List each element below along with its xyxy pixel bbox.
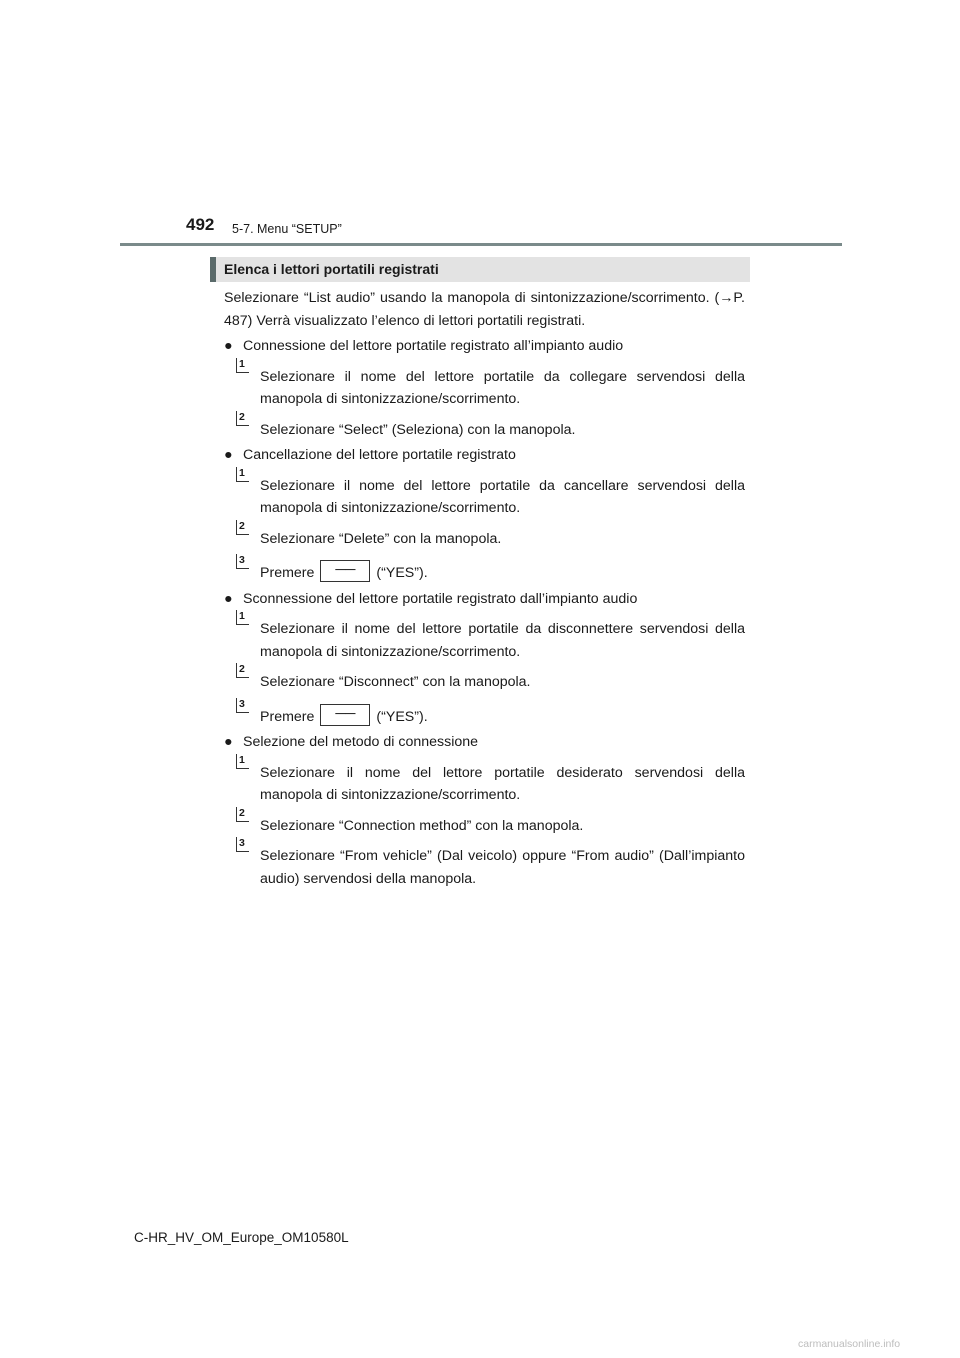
step-number: 2 xyxy=(236,411,249,426)
bullet-heading: Connessione del lettore portatile registrato all’impianto audio xyxy=(243,338,624,354)
bullet-item xyxy=(224,444,745,467)
step xyxy=(224,837,745,890)
section-title: Elenca i lettori portatili registrati xyxy=(224,261,439,277)
step-number: 2 xyxy=(236,520,249,535)
step xyxy=(224,806,745,838)
watermark: carmanualsonline.info xyxy=(798,1338,901,1350)
bullet-icon: ● xyxy=(224,590,233,607)
step-text: Selezionare “Delete” con la manopola. xyxy=(260,530,502,547)
step-number: 1 xyxy=(236,358,249,373)
page-number: 492 xyxy=(186,215,215,234)
step-number: 1 xyxy=(236,467,249,482)
step xyxy=(224,466,745,520)
step xyxy=(224,697,745,729)
step xyxy=(224,753,745,807)
bullet-icon: ● xyxy=(224,447,233,463)
bullet-heading: Cancellazione del lettore portatile registrato xyxy=(243,447,516,463)
step-text: Premere xyxy=(260,708,315,725)
bullet-heading: Sconnessione del lettore portatile registrato dall’impianto audio xyxy=(243,590,638,607)
step-text: Selezionare “Disconnect” con la manopola. xyxy=(260,674,531,690)
step-number: 1 xyxy=(236,610,249,625)
step-number: 3 xyxy=(236,554,249,569)
bullet-heading: Selezione del metodo di connessione xyxy=(243,734,479,750)
button-key-box: ── xyxy=(320,704,370,726)
step-text: Premere xyxy=(260,565,315,581)
section-header xyxy=(210,257,750,282)
step-text: Selezionare il nome del lettore portatile desiderato servendosi della manopola di sintonizzazione/scorrimento. xyxy=(260,764,745,803)
bullet-icon: ● xyxy=(224,338,233,354)
step xyxy=(224,519,745,551)
step-number: 2 xyxy=(236,663,249,678)
step xyxy=(224,410,745,442)
section-accent xyxy=(210,257,216,282)
content xyxy=(224,287,745,890)
step xyxy=(224,554,745,585)
intro-paragraph: Selezionare “List audio” usando la manopola di sintonizzazione/scorrimento. (→P. 487) Verrà visualizzato l’elenco di lettori portatili registrati. xyxy=(224,290,745,329)
step-text: Selezionare il nome del lettore portatile da disconnettere servendosi della manopola di sintonizzazione/scorrimento. xyxy=(260,621,745,660)
step-text: Selezionare il nome del lettore portatile da cancellare servendosi della manopola di sintonizzazione/scorrimento. xyxy=(260,477,745,516)
step xyxy=(224,357,745,411)
bullet-item xyxy=(224,731,745,754)
button-key-box: ── xyxy=(320,560,370,582)
footer-doc-code: C-HR_HV_OM_Europe_OM10580L xyxy=(134,1230,349,1245)
step-text-suffix: (“YES”). xyxy=(376,708,428,725)
bullet-icon: ● xyxy=(224,734,233,750)
step-number: 3 xyxy=(236,698,249,713)
chapter-title: 5-7. Menu “SETUP” xyxy=(232,222,342,236)
step-text-suffix: (“YES”). xyxy=(376,565,428,581)
step-number: 3 xyxy=(236,837,249,852)
bullet-item xyxy=(224,335,745,358)
header-rule xyxy=(120,243,842,246)
step xyxy=(224,663,745,694)
step-number: 2 xyxy=(236,807,249,822)
step-text: Selezionare “Connection method” con la manopola. xyxy=(260,817,584,834)
step xyxy=(224,610,745,663)
step-text: Selezionare “From vehicle” (Dal veicolo) oppure “From audio” (Dall’impianto audio) servendosi della manopola. xyxy=(260,848,745,887)
step-text: Selezionare “Select” (Seleziona) con la manopola. xyxy=(260,421,576,438)
step-number: 1 xyxy=(236,754,249,769)
bullet-item xyxy=(224,588,745,611)
step-text: Selezionare il nome del lettore portatile da collegare servendosi della manopola di sintonizzazione/scorrimento. xyxy=(260,368,745,407)
